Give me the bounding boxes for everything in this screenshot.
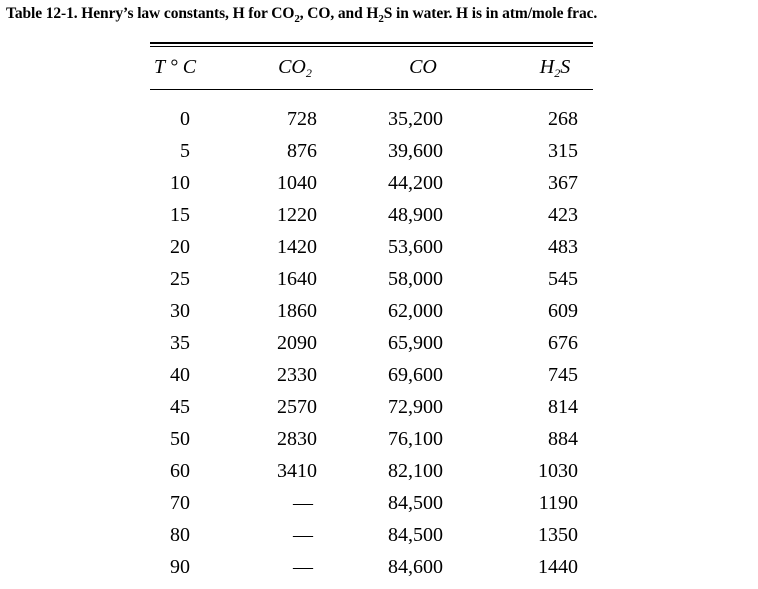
table-row	[0, 520, 758, 552]
cell-co: 65,900	[388, 332, 443, 354]
cell-temperature: 80	[170, 524, 190, 546]
cell-co: 84,500	[388, 492, 443, 514]
cell-h2s: 367	[548, 172, 578, 194]
header-co2-base: CO	[278, 56, 306, 78]
cell-h2s: 423	[548, 204, 578, 226]
table-row	[0, 168, 758, 200]
cell-temperature: 10	[170, 172, 190, 194]
cell-temperature: 90	[170, 556, 190, 578]
caption-part1: Table 12-1. Henry’s law constants, H for CO	[6, 5, 295, 22]
caption-part2: , CO, and H	[299, 5, 379, 22]
cell-h2s: 1030	[538, 460, 578, 482]
cell-temperature: 0	[180, 108, 190, 130]
cell-temperature: 70	[170, 492, 190, 514]
header-h2s-base: H	[539, 56, 555, 78]
table-row	[0, 104, 758, 136]
header-co2-sub: 2	[305, 66, 312, 81]
caption-sub2: 2	[378, 13, 384, 26]
cell-co: 35,200	[388, 108, 443, 130]
table-row	[0, 392, 758, 424]
cell-h2s: 1440	[538, 556, 578, 578]
cell-temperature: 35	[170, 332, 190, 354]
cell-co: 84,500	[388, 524, 443, 546]
cell-co2: 728	[287, 108, 317, 130]
cell-co2: 2330	[277, 364, 317, 386]
cell-co: 82,100	[388, 460, 443, 482]
cell-co: 76,100	[388, 428, 443, 450]
cell-h2s: 315	[548, 140, 578, 162]
header-co: CO	[409, 56, 437, 78]
table-row	[0, 456, 758, 488]
header-h2s-sub: 2	[554, 66, 561, 81]
cell-co: 39,600	[388, 140, 443, 162]
cell-co2: 2570	[277, 396, 317, 418]
caption-sub1: 2	[294, 13, 300, 26]
cell-temperature: 15	[170, 204, 190, 226]
cell-co2: —	[293, 556, 313, 578]
cell-co2: 876	[287, 140, 317, 162]
cell-co: 44,200	[388, 172, 443, 194]
cell-h2s: 814	[548, 396, 578, 418]
cell-temperature: 20	[170, 236, 190, 258]
table-row	[0, 296, 758, 328]
header-h2s	[515, 56, 595, 81]
table-row	[0, 552, 758, 584]
table-caption	[6, 5, 597, 25]
cell-co2: 1860	[277, 300, 317, 322]
cell-h2s: 609	[548, 300, 578, 322]
cell-temperature: 45	[170, 396, 190, 418]
caption-part3: S in water. H is in atm/mole frac.	[383, 5, 598, 22]
cell-co2: —	[293, 492, 313, 514]
cell-co2: 2090	[277, 332, 317, 354]
cell-temperature: 40	[170, 364, 190, 386]
table-row	[0, 136, 758, 168]
cell-co2: 2830	[277, 428, 317, 450]
table-row	[0, 328, 758, 360]
cell-co: 62,000	[388, 300, 443, 322]
header-h2s-tail: S	[560, 56, 571, 78]
cell-co: 84,600	[388, 556, 443, 578]
cell-co2: 1420	[277, 236, 317, 258]
table-row	[0, 424, 758, 456]
cell-h2s: 268	[548, 108, 578, 130]
cell-co: 72,900	[388, 396, 443, 418]
cell-h2s: 745	[548, 364, 578, 386]
cell-co2: 1640	[277, 268, 317, 290]
cell-temperature: 60	[170, 460, 190, 482]
table-row	[0, 488, 758, 520]
table-top-rule	[150, 42, 593, 44]
cell-co2: 1220	[277, 204, 317, 226]
header-co2	[255, 56, 335, 81]
cell-h2s: 884	[548, 428, 578, 450]
cell-co: 48,900	[388, 204, 443, 226]
cell-co2: 1040	[277, 172, 317, 194]
table-body	[0, 104, 758, 584]
table-row	[0, 360, 758, 392]
cell-h2s: 676	[548, 332, 578, 354]
cell-co: 53,600	[388, 236, 443, 258]
cell-temperature: 25	[170, 268, 190, 290]
cell-h2s: 545	[548, 268, 578, 290]
cell-temperature: 30	[170, 300, 190, 322]
cell-co: 69,600	[388, 364, 443, 386]
header-temperature: T ° C	[153, 56, 197, 78]
table-row	[0, 200, 758, 232]
cell-temperature: 5	[180, 140, 190, 162]
cell-temperature: 50	[170, 428, 190, 450]
table-row	[0, 232, 758, 264]
cell-h2s: 1190	[538, 492, 578, 514]
cell-co2: 3410	[277, 460, 317, 482]
table-row	[0, 264, 758, 296]
cell-h2s: 1350	[538, 524, 578, 546]
table-header-rule	[150, 89, 593, 90]
cell-h2s: 483	[548, 236, 578, 258]
cell-co: 58,000	[388, 268, 443, 290]
table-top-rule-thin	[150, 46, 593, 47]
cell-co2: —	[293, 524, 313, 546]
